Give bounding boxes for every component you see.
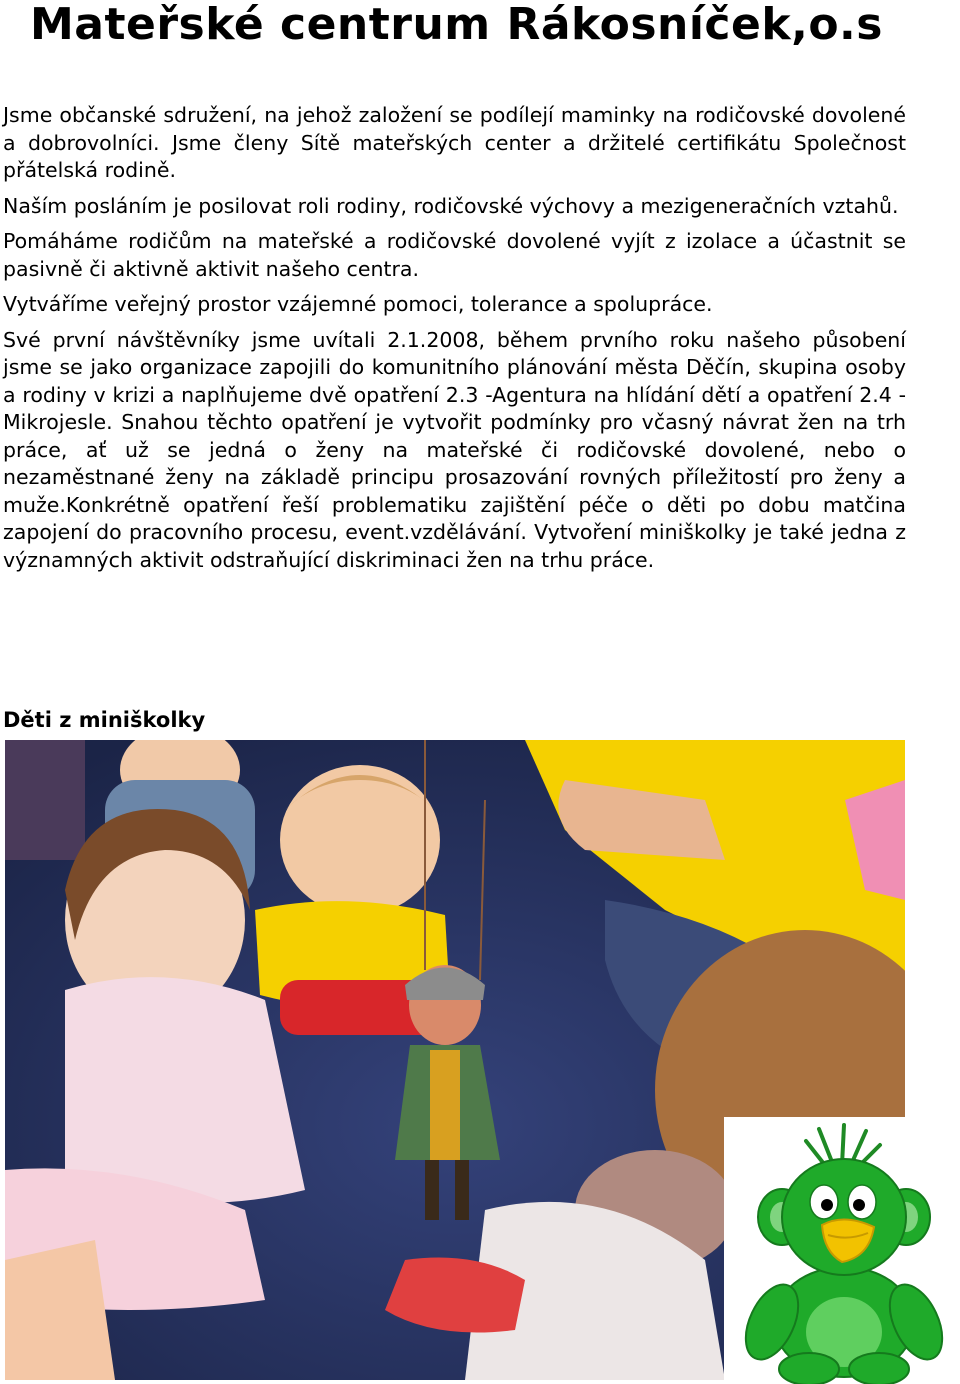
paragraph-about: Jsme občanské sdružení, na jehož založení se podílejí maminky na rodičovské dovolené a dobrovolníci. Jsme členy Sítě mateřských center a držitelé certifikátu Společnost přátelská rodině. — [3, 103, 906, 182]
page-title: Mateřské centrum Rákosníček,o.s — [30, 0, 883, 50]
gallery-heading: Děti z miniškolky — [3, 708, 206, 732]
paragraph-history: Své první návštěvníky jsme uvítali 2.1.2008, během prvního roku našeho působení jsme se jako organizace zapojili do komunitního plánování města Děčín, skupina osoby a rodiny v krizi a naplňujeme dvě opatření 2.3 -Agentura na hlídání dětí a opatření 2.4 - Mikrojesle. Snahou těchto opatření je vytvořit podmínky pro včasný návrat žen na trh práce, ať už se jedná o ženy na mateřské či rodičovské dovolené, nebo o nezaměstnané ženy na základě principu prosazování rovných příležitostí pro ženy a muže.Konkrétně opatření řeší problematiku zajištění péče o děti po dobu matčina zapojení do pracovního procesu, event.vzdělávání. Vytvoření miniškolky je také jedna z významných aktivit odstraňující diskriminaci žen na trhu práce. — [3, 327, 906, 572]
intro-text — [3, 102, 906, 582]
paragraph-space: Vytváříme veřejný prostor vzájemné pomoci, tolerance a spolupráce. — [3, 292, 713, 316]
paragraph-mission: Naším posláním je posilovat roli rodiny, rodičovské výchovy a mezigeneračních vztahů. — [3, 193, 899, 218]
mascot-illustration — [724, 1117, 960, 1384]
mascot-logo — [724, 1117, 960, 1384]
paragraph-help: Pomáháme rodičům na mateřské a rodičovské dovolené vyjít z izolace a účastnit se pasivně či aktivně aktivit našeho centra. — [3, 229, 906, 281]
